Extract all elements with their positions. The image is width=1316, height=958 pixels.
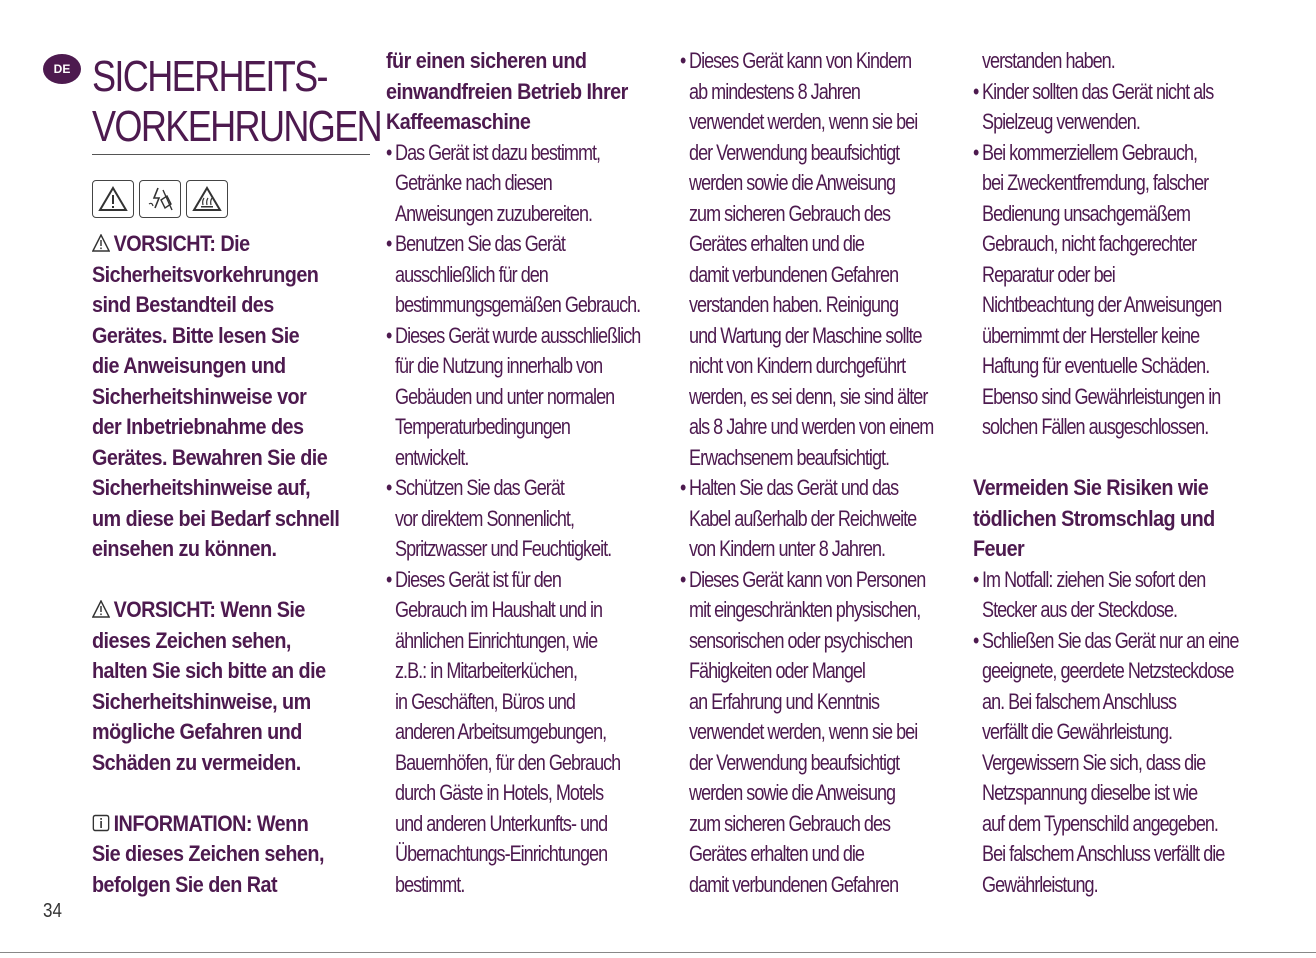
list-item-continuation: verstanden haben. [982,48,1115,73]
language-badge: DE [43,54,81,84]
list-item: • Im Notfall: ziehen Sie sofort den Stecker aus der Steckdose. [973,565,1261,626]
column-1 [92,46,382,931]
list-item: • Schützen Sie das Gerät vor direktem Sonnenlicht, Spritzwasser und Feuchtigkeit. [386,473,674,565]
column-2 [386,46,666,900]
page-number: 34 [43,900,62,922]
list-item: • Halten Sie das Gerät und das Kabel außerhalb der Reichweite von Kindern unter 8 Jahren. [680,473,968,565]
section-heading: für einen sicheren und einwandfreien Betrieb Ihrer Kaffeemaschine [386,48,628,134]
column-4 [973,46,1258,900]
list-item: • Dieses Gerät kann von Kindern ab mindestens 8 Jahren verwendet werden, wenn sie bei der Verwendung beaufsichtigt werden sowie die Anweisung zum sicheren Gebrauch des Gerätes erhalten und die damit verbundenen Gefahren verstanden haben. Reinigung und Wartung der Maschine sollte nicht von Kindern durchgeführt werden, es sei denn, sie sind älter als 8 Jahre und werden von einem Erwachsenem beaufsichtigt. [680,46,968,473]
column-3 [680,46,960,900]
list-item: • Bei kommerziellem Gebrauch, bei Zweckentfremdung, falscher Bedienung unsachgemäßem Gebrauch, nicht fachgerechter Reparatur oder bei Nichtbeachtung der Anweisungen übernimmt der Hersteller keine Haftung für eventuelle Schäden. Ebenso sind Gewährleistungen in solchen Fällen ausgeschlossen. [973,138,1261,443]
list-item: • Dieses Gerät wurde ausschließlich für die Nutzung innerhalb von Gebäuden und unter normalen Temperaturbedingungen entwickelt. [386,321,674,474]
section-heading: Vermeiden Sie Risiken wie tödlichen Stromschlag und Feuer [973,475,1215,561]
warning-icon [92,234,110,252]
list-item: • Dieses Gerät kann von Personen mit eingeschränkten physischen, sensorischen oder psychischen Fähigkeiten oder Mangel an Erfahrung und Kenntnis verwendet werden, wenn sie bei der Verwendung beaufsichtigt werden sowie die Anweisung zum sicheren Gebrauch des Gerätes erhalten und die damit verbundenen Gefahren [680,565,968,901]
info-icon [92,814,110,832]
list-item: • Dieses Gerät ist für den Gebrauch im Haushalt und in ähnlichen Einrichtungen, wie z.B.: in Mitarbeiterküchen, in Geschäften, Büros und anderen Arbeitsumgebungen, Bauernhöfen, für den Gebrauch durch Gäste in Hotels, Motels und anderen Unterkunfts- und Übernachtungs-Einrichtungen bestimmt. [386,565,674,901]
caution-sign-notice: VORSICHT: Wenn Sie dieses Zeichen sehen, halten Sie sich bitte an die Sicherheitshinweise, um mögliche Gefahren und Schäden zu vermeiden. [92,597,326,775]
list-item: • Benutzen Sie das Gerät ausschließlich für den bestimmungsgemäßen Gebrauch. [386,229,674,321]
bullet-list [680,46,960,900]
list-item: • Schließen Sie das Gerät nur an eine geeignete, geerdete Netzsteckdose an. Bei falschem Anschluss verfällt die Gewährleistung. Vergewissern Sie sich, dass die Netzspannung dieselbe ist wie auf dem Typenschild angegeben. Bei falschem Anschluss verfällt die Gewährleistung. [973,626,1261,901]
bottom-divider [0,952,1316,953]
title-line: VORKEHRUNGEN [92,102,382,151]
title-line: SICHERHEITS- [92,52,327,101]
list-item: • Das Gerät ist dazu bestimmt, Getränke nach diesen Anweisungen zuzubereiten. [386,138,674,230]
bullet-list [973,46,1258,443]
warning-icon [92,600,110,618]
bullet-list [973,565,1258,901]
information-notice: INFORMATION: Wenn Sie dieses Zeichen sehen, befolgen Sie den Rat [92,810,324,897]
list-item: • Kinder sollten das Gerät nicht als Spielzeug verwenden. [973,77,1261,138]
caution-notice: VORSICHT: Die Sicherheitsvorkehrungen sind Bestandteil des Gerätes. Bitte lesen Sie die Anweisungen und Sicherheitshinweise vor der Inbetriebnahme des Gerätes. Bewahren Sie die Sicherheitshinweise auf, um diese bei Bedarf schnell einsehen zu können. [92,231,340,561]
bullet-list [386,138,666,901]
